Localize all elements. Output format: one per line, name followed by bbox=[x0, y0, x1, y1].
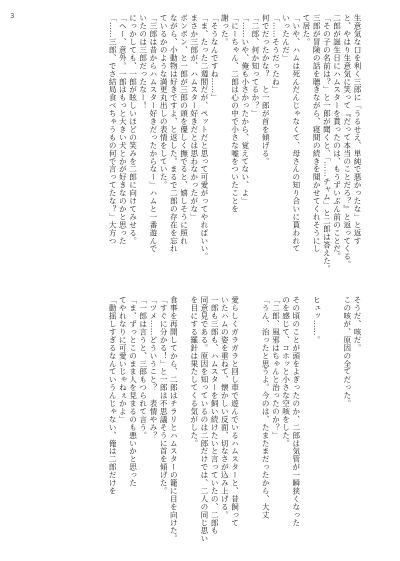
text-line: 「動揺しすぎるなんていうんじゃない、俺は二郎だけを bbox=[108, 296, 118, 495]
text-line: そうだ、咳だ。 bbox=[353, 296, 362, 352]
text-line: 二郎が誕生日にハムスターを貰ったのは、もうずいぶん前のことだ。 bbox=[332, 14, 342, 261]
text-line: 「一郎は言うと、三郎もつられて言う。 bbox=[138, 296, 148, 440]
text-line: いたハムの姿を重ねて、懐かしい反面、切なさが込み上げる。 bbox=[220, 296, 230, 519]
text-line: 愛らしくガラガラと回し車で遊んでいるハムスターと、昔飼って bbox=[230, 296, 240, 527]
text-line: 「ツメ……どういうこと？ 表情やみ？ bbox=[148, 296, 158, 440]
text-line: てやれなりに可愛いじゃねぇかよ」 bbox=[118, 296, 128, 424]
text-line: 「……三郎、でさ結局食べちゃうもの何で言ってたな？」大方つ bbox=[108, 14, 118, 245]
text-line: 一郎も三郎も、ハムスターを飼い続けたいと言っていたの、二郎も bbox=[210, 296, 220, 535]
text-line: て居た。 bbox=[301, 14, 311, 46]
text-line bbox=[321, 296, 331, 556]
text-line bbox=[240, 296, 250, 556]
text-line: にっかしても、一郎が眩しいほどの笑みを二郎に向けてみせる。 bbox=[128, 14, 138, 245]
text-line bbox=[250, 296, 260, 556]
text-line: 「ま、ずっとこのまま人を見まるのも悪いかと思った bbox=[128, 296, 138, 487]
text-line: 「三郎は昔からハムスター好きだったからなー」ハムと一番遊んで bbox=[148, 14, 158, 253]
text-line: 「二郎、何か知ってるか？」 bbox=[250, 14, 260, 118]
text-line: 「いや、ハムは死んだんじゃなくて、母さんの知り合いに貰われて bbox=[291, 14, 301, 253]
text-line: ボンボン、と一郎が三郎の頭を優しく撫でると、嬉しそうに照れ bbox=[179, 14, 189, 245]
text-block-top bbox=[30, 14, 362, 281]
text-line: 「ヘー、意外。一郎はもっと大きい犬とかが好きなのかと思った bbox=[118, 14, 128, 245]
text-line: 生意気な口を利く三郎に「うるせえ、単純で悪かったな」と返す bbox=[353, 14, 362, 245]
text-line: 謝った。 bbox=[220, 14, 230, 46]
text-line: 「……いや、俺も小さかったから、覚えてない、よ」 bbox=[240, 14, 250, 205]
text-line: ながら、小動物は好きですよ、と返した。まるで二郎の存在を忘れ bbox=[169, 14, 179, 253]
text-line: 「……そうだったね」 bbox=[271, 14, 281, 94]
text-line: 「ま、たった二週間だが、ペットだと思って可愛がってやればいい。 bbox=[199, 14, 209, 261]
text-line: 「にーちゃん、二郎は心の中で小さな嘘をついたことを bbox=[230, 14, 240, 213]
text-line: いったんだ」 bbox=[281, 14, 291, 62]
text-line: 「すぐに分かる！」と一郎は不思議そうに首を傾げた。 bbox=[159, 296, 169, 495]
text-line bbox=[301, 296, 311, 556]
text-line: 「二郎、風邪はちゃんと治ったのか？」 bbox=[271, 296, 281, 440]
text-line: 三郎が冒険の話を聴きながら、寝間の続きを聞かせてくれそうにし bbox=[312, 14, 322, 253]
text-line: まさか三郎が、ハムスター好きだとは思わなかったがな」 bbox=[189, 14, 199, 221]
text-line: のを感じて、コホッと小さな空咳をした。 bbox=[281, 296, 291, 448]
text-line: 「うん、治ったと思うよ。今のは、たまたまだったから、大丈 bbox=[261, 296, 271, 519]
text-line: その頃のことが頭をよぎったのか、二郎は気管が一瞬狭くなった bbox=[291, 296, 301, 527]
text-line: 同意見である。原因を知っているのは二郎だけでは、二人の同じ思い bbox=[199, 296, 209, 543]
text-line: 食事を再開してから、二郎はチラリとハムスターの籠に目を向けた。 bbox=[169, 296, 179, 543]
text-line: 「そうなんですね……」 bbox=[210, 14, 220, 102]
page-number: 3 bbox=[10, 12, 15, 20]
text-line: と、やはり生意気に笑って『だって本当のことだろ？』と返ってくる。 bbox=[342, 14, 352, 269]
text-line: 「その子の名前は？」と一郎が聞くと、「……チャム」と二郎は答えた。 bbox=[322, 14, 332, 273]
text-line: を目にする羅針は果たしてくる気がした。 bbox=[189, 296, 199, 448]
text-line: この咳が、原因の全てだった。 bbox=[342, 296, 352, 408]
text-line: 何でだったかな？ と一郎が首を傾げる。 bbox=[261, 14, 271, 166]
text-line: いたのは三郎だったなー！ bbox=[138, 14, 148, 110]
text-block-bottom bbox=[30, 296, 362, 556]
text-line: ているかのような満更丸出しの表情をしていた。 bbox=[159, 14, 169, 189]
text-line: ヒュッ……。 bbox=[312, 296, 322, 344]
text-line bbox=[178, 296, 188, 556]
text-line bbox=[331, 296, 341, 556]
